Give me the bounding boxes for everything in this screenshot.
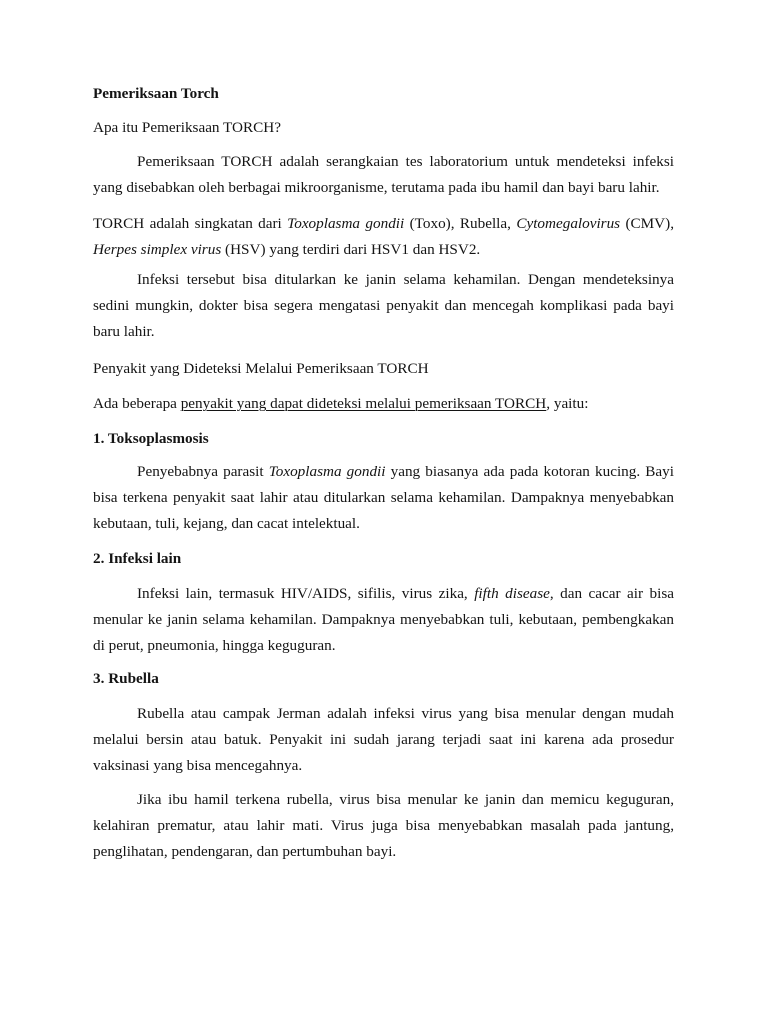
disease-heading-text: 3. Rubella [93, 670, 159, 687]
paragraph-line [93, 485, 674, 511]
text-segment: (Toxo), Rubella, [404, 215, 517, 232]
text-segment: TORCH adalah singkatan dari [93, 215, 288, 232]
italic-term-cytomegalovirus: Cytomegalovirus [516, 215, 621, 232]
paragraph-line [93, 293, 674, 319]
paragraph-line [93, 511, 674, 537]
text-segment: baru lahir. [93, 323, 155, 340]
text-segment: Ada beberapa [93, 395, 181, 412]
paragraph-line [93, 459, 674, 485]
paragraph-line [93, 267, 674, 293]
text-segment: kebutaan, tuli, kejang, dan cacat intelektual. [93, 515, 360, 532]
paragraph-line [93, 581, 674, 607]
paragraph-toksoplasmosis [93, 459, 674, 537]
text-segment: Infeksi tersebut bisa ditularkan ke janin selama kehamilan. Dengan mendeteksinya [137, 271, 674, 288]
paragraph-line [93, 727, 674, 753]
paragraph-line [93, 391, 674, 417]
document-title-text: Pemeriksaan Torch [93, 85, 219, 102]
paragraph-rubella-1 [93, 701, 674, 779]
section-question-text: Apa itu Pemeriksaan TORCH? [93, 119, 281, 136]
text-segment: Infeksi lain, termasuk HIV/AIDS, sifilis, virus zika, [137, 585, 475, 602]
text-segment: , dan cacar air bisa [549, 585, 674, 602]
italic-term-toxoplasma: Toxoplasma gondii [268, 463, 386, 480]
italic-term-herpes: Herpes simplex virus [93, 241, 222, 258]
text-segment: yang disebabkan oleh berbagai mikroorganisme, terutama pada ibu hamil dan bayi baru lahir. [93, 179, 660, 196]
text-segment: (CMV), [620, 215, 675, 232]
text-segment: Penyebabnya parasit [137, 463, 269, 480]
paragraph-line [93, 787, 674, 813]
text-segment: penglihatan, pendengaran, dan pertumbuhan bayi. [93, 843, 397, 860]
document-title [93, 81, 674, 107]
section-question [93, 115, 674, 141]
paragraph-diseases-intro [93, 391, 674, 417]
paragraph-infeksi-lain [93, 581, 674, 659]
text-segment: vaksinasi yang bisa mencegahnya. [93, 757, 303, 774]
text-segment: Rubella atau campak Jerman adalah infeksi virus yang bisa menular dengan mudah [137, 705, 674, 722]
text-segment: , yaitu: [546, 395, 589, 412]
paragraph-line [93, 839, 674, 865]
text-segment: (HSV) yang terdiri dari HSV1 dan HSV2. [221, 241, 481, 258]
paragraph-line [93, 633, 674, 659]
paragraph-line [93, 607, 674, 633]
disease-heading-infeksi-lain [93, 546, 674, 572]
disease-heading-toksoplasmosis [93, 426, 674, 452]
text-segment: sedini mungkin, dokter bisa segera mengatasi penyakit dan mencegah komplikasi pada bayi [93, 297, 674, 314]
paragraph-line [93, 175, 674, 201]
paragraph-acronym [93, 211, 674, 263]
text-segment: Jika ibu hamil terkena rubella, virus bisa menular ke janin dan memicu keguguran, [137, 791, 674, 808]
paragraph-definition [93, 149, 674, 201]
paragraph-line [93, 753, 674, 779]
text-segment: Pemeriksaan TORCH adalah serangkaian tes laboratorium untuk mendeteksi infeksi [137, 153, 674, 170]
text-segment: di perut, pneumonia, hingga keguguran. [93, 637, 336, 654]
disease-heading-rubella [93, 666, 674, 692]
paragraph-line [93, 319, 674, 345]
disease-heading-text: 2. Infeksi lain [93, 550, 182, 567]
text-segment: melalui bersin atau batuk. Penyakit ini sudah jarang terjadi saat ini karena ada prosedur [93, 731, 674, 748]
paragraph-rubella-2 [93, 787, 674, 865]
italic-term-fifth-disease: fifth disease [474, 585, 550, 602]
text-segment: kelahiran prematur, atau lahir mati. Virus juga bisa menyebabkan masalah pada jantung, [93, 817, 674, 834]
paragraph-line [93, 813, 674, 839]
paragraph-line [93, 149, 674, 175]
diseases-link[interactable]: penyakit yang dapat dideteksi melalui pemeriksaan TORCH [180, 395, 547, 412]
paragraph-line [93, 211, 674, 237]
text-segment: bisa terkena penyakit saat lahir atau ditularkan selama kehamilan. Dampaknya menyebabkan [93, 489, 674, 506]
section-diseases-heading-text: Penyakit yang Dideteksi Melalui Pemeriksaan TORCH [93, 360, 429, 377]
italic-term-toxoplasma: Toxoplasma gondii [287, 215, 405, 232]
paragraph-importance [93, 267, 674, 345]
disease-heading-text: 1. Toksoplasmosis [93, 430, 209, 447]
text-segment: menular ke janin selama kehamilan. Dampaknya menyebabkan tuli, kebutaan, pembengkakan [93, 611, 674, 628]
text-segment: yang biasanya ada pada kotoran kucing. Bayi [385, 463, 674, 480]
paragraph-line [93, 701, 674, 727]
paragraph-line [93, 237, 674, 263]
section-diseases-heading [93, 356, 674, 382]
